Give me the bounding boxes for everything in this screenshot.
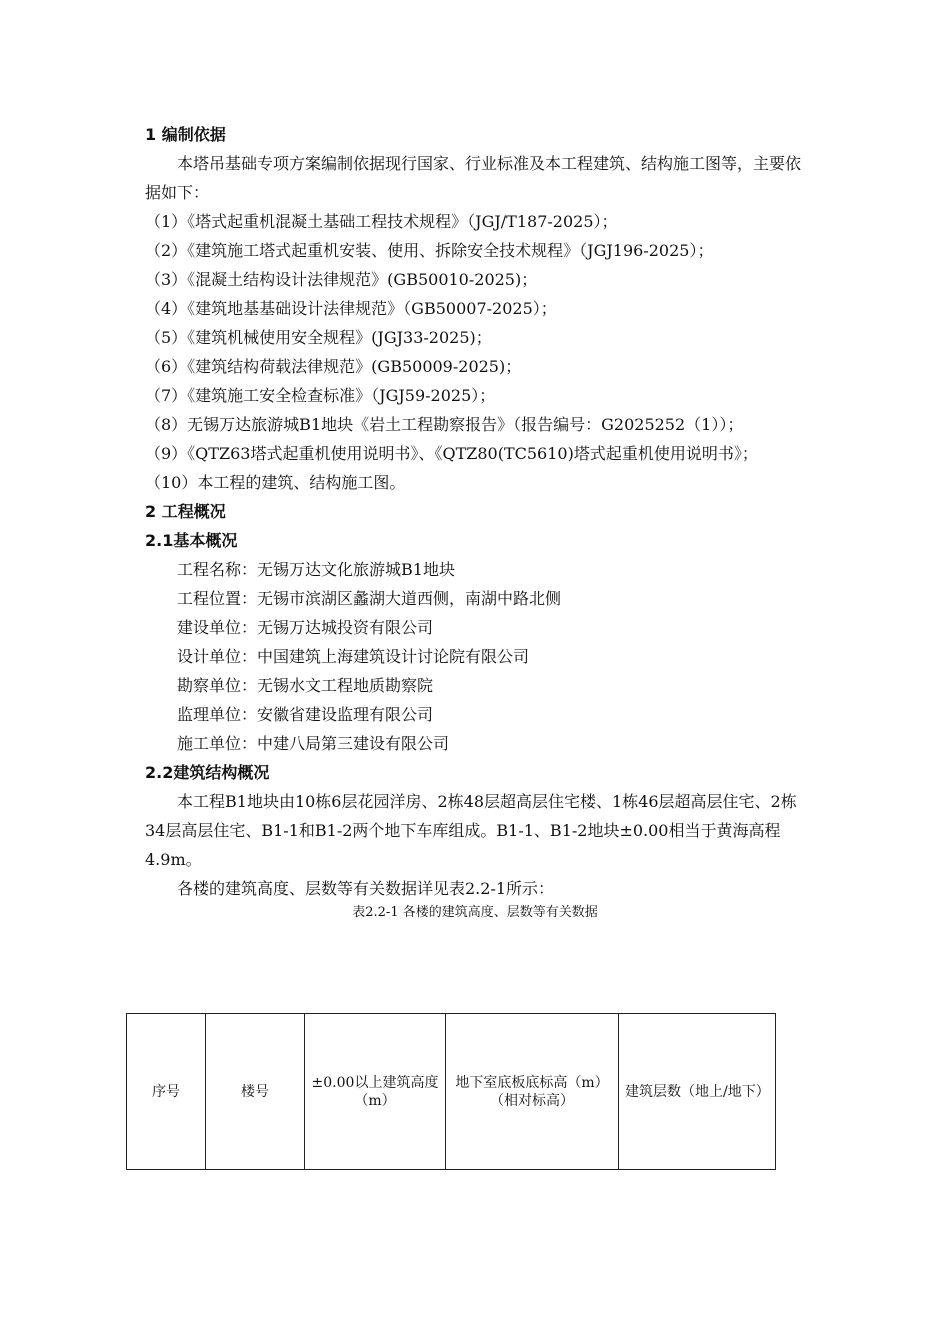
reference-item-2: （2）《建筑施工塔式起重机安装、使用、拆除安全技术规程》（JGJ196-2025）； (145, 241, 714, 260)
reference-item-3: （3）《混凝土结构设计法律规范》(GB50010-2025)； (145, 270, 538, 289)
section-1-heading: 1 编制依据 (145, 125, 226, 144)
section-2-heading: 2 工程概况 (145, 502, 226, 521)
surveyor-row: 勘察单位：无锡水文工程地质勘察院 (177, 676, 434, 695)
reference-item-6: （6）《建筑结构荷载法律规范》(GB50009-2025)； (145, 357, 522, 376)
section-2-1-heading: 2.1基本概况 (145, 531, 238, 550)
header-cell-basement-elevation: 地下室底板底标高（m）（相对标高） (446, 1014, 619, 1170)
section-2-2-heading: 2.2建筑结构概况 (145, 763, 270, 782)
header-cell-index: 序号 (127, 1014, 206, 1170)
reference-item-5: （5）《建筑机械使用安全规程》(JGJ33-2025)； (145, 328, 492, 347)
header-cell-building: 楼号 (206, 1014, 305, 1170)
reference-item-4: （4）《建筑地基基础设计法律规范》（GB50007-2025）； (145, 299, 557, 318)
reference-item-7: （7）《建筑施工安全检查标准》（JGJ59-2025）； (145, 386, 496, 405)
project-location-row: 工程位置：无锡市滨湖区蠡湖大道西侧，南湖中路北侧 (177, 589, 562, 608)
contractor-row: 施工单位：中建八局第三建设有限公司 (177, 734, 450, 753)
header-cell-floors: 建筑层数（地上/地下） (619, 1014, 776, 1170)
reference-item-1: （1）《塔式起重机混凝土基础工程技术规程》（JGJ/T187-2025）； (145, 212, 618, 231)
owner-row: 建设单位：无锡万达城投资有限公司 (177, 618, 434, 637)
supervisor-row: 监理单位：安徽省建设监理有限公司 (177, 705, 434, 724)
building-data-table (126, 1013, 776, 1170)
table-caption: 表2.2-1 各楼的建筑高度、层数等有关数据 (352, 905, 598, 920)
section-1-intro: 本塔吊基础专项方案编制依据现行国家、行业标准及本工程建筑、结构施工图等，主要依据如下： (145, 154, 802, 202)
document-body (145, 120, 805, 923)
reference-item-10: （10）本工程的建筑、结构施工图。 (145, 473, 406, 492)
reference-item-8: （8）无锡万达旅游城B1地块《岩土工程勘察报告》（报告编号：G2025252（1））； (145, 415, 744, 434)
structure-overview-paragraph: 本工程B1地块由10栋6层花园洋房、2栋48层超高层住宅楼、1栋46层超高层住宅、2栋34层高层住宅、B1-1和B1-2两个地下车库组成。B1-1、B1-2地块±0.00相当于黄海高程4.9m。 (145, 792, 797, 869)
table-reference-paragraph: 各楼的建筑高度、层数等有关数据详见表2.2-1所示： (177, 879, 555, 898)
project-name-row: 工程名称：无锡万达文化旅游城B1地块 (177, 560, 455, 579)
designer-row: 设计单位：中国建筑上海建筑设计讨论院有限公司 (177, 647, 530, 666)
header-cell-height: ±0.00以上建筑高度（m） (305, 1014, 446, 1170)
table-header-row (127, 1014, 776, 1170)
reference-item-9: （9）《QTZ63塔式起重机使用说明书》、《QTZ80(TC5610)塔式起重机使用说明书》； (145, 444, 758, 463)
